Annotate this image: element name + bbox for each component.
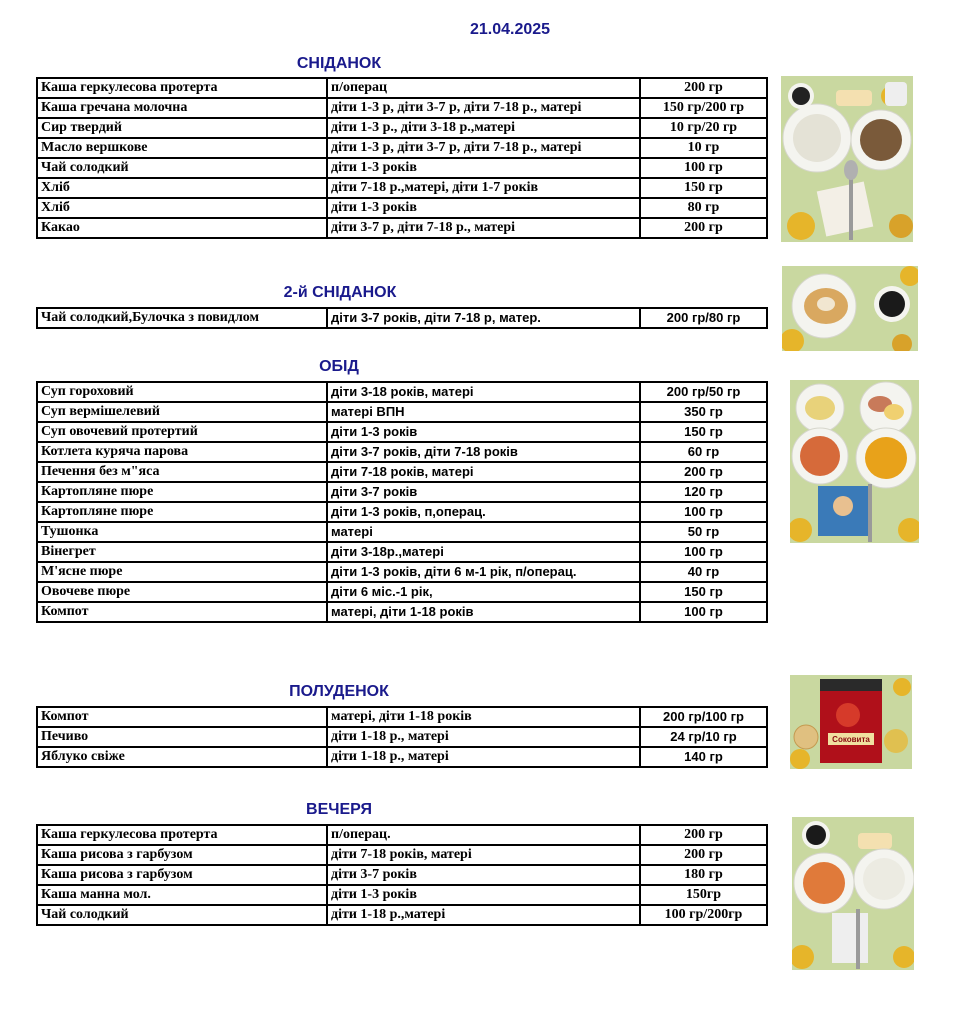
portion-amount: 150 гр [640, 582, 767, 602]
portion-amount: 24 гр/10 гр [640, 727, 767, 747]
portion-amount: 100 гр [640, 602, 767, 622]
menu-row [37, 78, 767, 98]
dish-name: Каша гречана молочна [37, 98, 327, 118]
portion-amount: 60 гр [640, 442, 767, 462]
dish-name: Картопляне пюре [37, 482, 327, 502]
menu-row [37, 158, 767, 178]
section-title-second-breakfast: 2-й СНІДАНОК [283, 284, 397, 301]
portion-amount: 150 гр [640, 422, 767, 442]
portion-amount: 10 гр/20 гр [640, 118, 767, 138]
dish-name: Вінегрет [37, 542, 327, 562]
menu-row [37, 178, 767, 198]
menu-row [37, 582, 767, 602]
portion-amount: 200 гр/100 гр [640, 707, 767, 727]
portion-amount: 200 гр [640, 845, 767, 865]
menu-row [37, 865, 767, 885]
dish-name: Компот [37, 707, 327, 727]
dish-name: М'ясне пюре [37, 562, 327, 582]
second-breakfast-table [36, 307, 768, 329]
portion-amount: 200 гр [640, 462, 767, 482]
portion-amount: 150 гр/200 гр [640, 98, 767, 118]
dish-name: Суп овочевий протертий [37, 422, 327, 442]
recipient-group: діти 1-18 р., матері [327, 727, 640, 747]
snack-package-label: Соковита [832, 735, 870, 744]
dish-name: Каша рисова з гарбузом [37, 845, 327, 865]
portion-amount: 100 гр [640, 542, 767, 562]
menu-row [37, 402, 767, 422]
menu-row [37, 98, 767, 118]
section-title-dinner: ВЕЧЕРЯ [306, 801, 372, 818]
recipient-group: діти 1-3 р., діти 3-18 р.,матері [327, 118, 640, 138]
dish-name: Картопляне пюре [37, 502, 327, 522]
dish-name: Суп гороховий [37, 382, 327, 402]
section-title-lunch: ОБІД [319, 358, 359, 375]
dish-name: Хліб [37, 178, 327, 198]
dish-name: Какао [37, 218, 327, 238]
menu-row [37, 707, 767, 727]
portion-amount: 10 гр [640, 138, 767, 158]
portion-amount: 350 гр [640, 402, 767, 422]
portion-amount: 50 гр [640, 522, 767, 542]
recipient-group: діти 3-7 років [327, 865, 640, 885]
menu-row [37, 422, 767, 442]
dish-name: Котлета куряча парова [37, 442, 327, 462]
afternoon-snack-table [36, 706, 768, 768]
portion-amount: 200 гр [640, 825, 767, 845]
dish-name: Яблуко свіже [37, 747, 327, 767]
second-breakfast-photo [782, 266, 918, 351]
portion-amount: 150гр [640, 885, 767, 905]
menu-row [37, 825, 767, 845]
recipient-group: п/операц. [327, 825, 640, 845]
recipient-group: діти 3-7 р, діти 7-18 р., матері [327, 218, 640, 238]
portion-amount: 80 гр [640, 198, 767, 218]
section-title-breakfast: СНІДАНОК [296, 55, 382, 72]
recipient-group: діти 1-3 років, діти 6 м-1 рік, п/операц. [327, 562, 640, 582]
lunch-table [36, 381, 768, 623]
menu-row [37, 905, 767, 925]
recipient-group: діти 6 міс.-1 рік, [327, 582, 640, 602]
menu-row [37, 462, 767, 482]
menu-row [37, 442, 767, 462]
recipient-group: діти 3-18р.,матері [327, 542, 640, 562]
recipient-group: діти 1-18 р., матері [327, 747, 640, 767]
portion-amount: 180 гр [640, 865, 767, 885]
menu-date: 21.04.2025 [469, 21, 551, 38]
menu-row [37, 727, 767, 747]
recipient-group: матері ВПН [327, 402, 640, 422]
recipient-group: п/операц [327, 78, 640, 98]
menu-row [37, 542, 767, 562]
portion-amount: 100 гр [640, 502, 767, 522]
portion-amount: 200 гр [640, 78, 767, 98]
dish-name: Каша геркулесова протерта [37, 78, 327, 98]
menu-row [37, 885, 767, 905]
recipient-group: діти 7-18 років, матері [327, 462, 640, 482]
dish-name: Каша геркулесова протерта [37, 825, 327, 845]
dish-name: Печиво [37, 727, 327, 747]
portion-amount: 150 гр [640, 178, 767, 198]
dish-name: Суп вермішелевий [37, 402, 327, 422]
recipient-group: діти 3-18 років, матері [327, 382, 640, 402]
dish-name: Тушонка [37, 522, 327, 542]
portion-amount: 200 гр/80 гр [640, 308, 767, 328]
dish-name: Каша рисова з гарбузом [37, 865, 327, 885]
dish-name: Сир твердий [37, 118, 327, 138]
portion-amount: 120 гр [640, 482, 767, 502]
afternoon-snack-photo [790, 675, 912, 769]
dish-name: Чай солодкий [37, 905, 327, 925]
dinner-table [36, 824, 768, 926]
dish-name: Печення без м"яса [37, 462, 327, 482]
breakfast-table [36, 77, 768, 239]
menu-row [37, 482, 767, 502]
menu-row [37, 218, 767, 238]
recipient-group: діти 1-3 років [327, 158, 640, 178]
recipient-group: діти 1-3 р, діти 3-7 р, діти 7-18 р., матері [327, 138, 640, 158]
menu-row [37, 118, 767, 138]
recipient-group: діти 1-18 р.,матері [327, 905, 640, 925]
menu-row [37, 308, 767, 328]
menu-row [37, 602, 767, 622]
dish-name: Хліб [37, 198, 327, 218]
dish-name: Чай солодкий [37, 158, 327, 178]
recipient-group: діти 3-7 років, діти 7-18 років [327, 442, 640, 462]
menu-row [37, 747, 767, 767]
dish-name: Компот [37, 602, 327, 622]
recipient-group: матері [327, 522, 640, 542]
menu-row [37, 845, 767, 865]
menu-row [37, 502, 767, 522]
recipient-group: діти 3-7 років, діти 7-18 р, матер. [327, 308, 640, 328]
menu-row [37, 198, 767, 218]
recipient-group: діти 1-3 р, діти 3-7 р, діти 7-18 р., матері [327, 98, 640, 118]
recipient-group: діти 1-3 років, п,операц. [327, 502, 640, 522]
dinner-photo [792, 817, 914, 970]
portion-amount: 40 гр [640, 562, 767, 582]
recipient-group: діти 1-3 років [327, 422, 640, 442]
section-title-afternoon-snack: ПОЛУДЕНОК [289, 683, 389, 700]
portion-amount: 200 гр [640, 218, 767, 238]
recipient-group: матері, діти 1-18 років [327, 602, 640, 622]
dish-name: Каша манна мол. [37, 885, 327, 905]
recipient-group: діти 1-3 років [327, 885, 640, 905]
portion-amount: 100 гр [640, 158, 767, 178]
lunch-photo [790, 380, 919, 543]
portion-amount: 200 гр/50 гр [640, 382, 767, 402]
recipient-group: діти 1-3 років [327, 198, 640, 218]
recipient-group: матері, діти 1-18 років [327, 707, 640, 727]
dish-name: Масло вершкове [37, 138, 327, 158]
menu-row [37, 562, 767, 582]
recipient-group: діти 7-18 р.,матері, діти 1-7 років [327, 178, 640, 198]
dish-name: Овочеве пюре [37, 582, 327, 602]
menu-row [37, 382, 767, 402]
menu-row [37, 522, 767, 542]
portion-amount: 100 гр/200гр [640, 905, 767, 925]
menu-row [37, 138, 767, 158]
breakfast-photo [781, 76, 913, 242]
recipient-group: діти 7-18 років, матері [327, 845, 640, 865]
recipient-group: діти 3-7 років [327, 482, 640, 502]
dish-name: Чай солодкий,Булочка з повидлом [37, 308, 327, 328]
portion-amount: 140 гр [640, 747, 767, 767]
